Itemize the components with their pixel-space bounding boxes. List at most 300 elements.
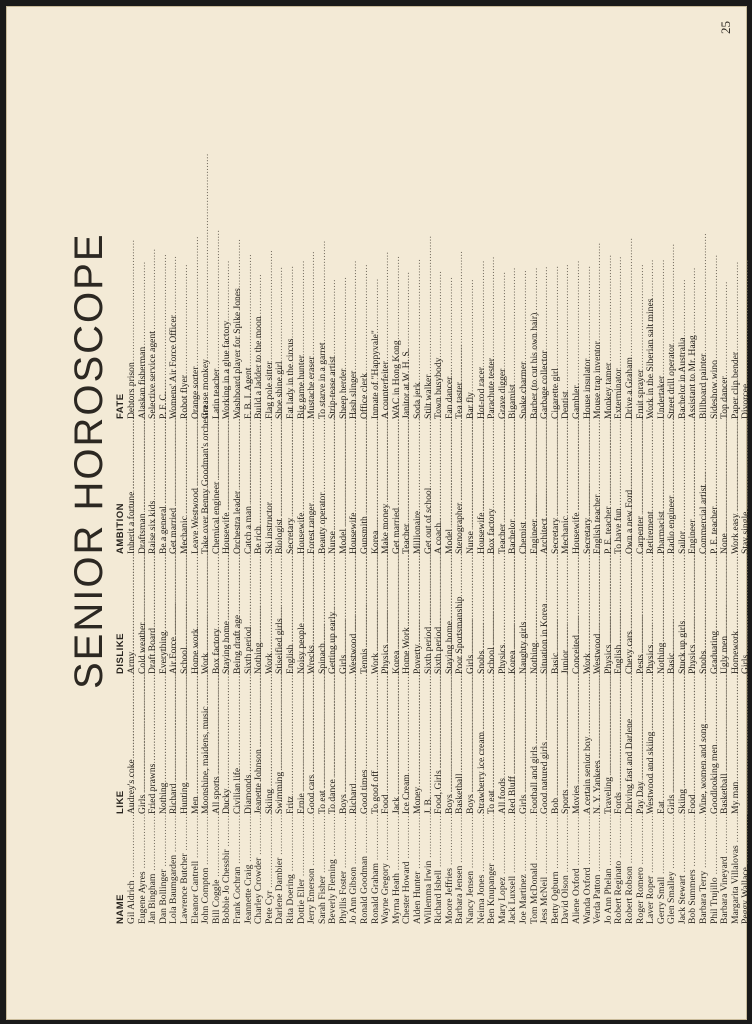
like-cell: Good natured girls ..... <box>540 676 551 814</box>
student-name: Chester Howard ..... <box>402 816 413 924</box>
dislike-cell: Everything ..... <box>159 556 170 674</box>
like-cell: Food ..... <box>688 676 699 814</box>
fate-cell: Sheep herder <box>337 368 349 419</box>
student-name: Rita Doering ..... <box>286 816 297 924</box>
like-cell: Ernie ..... <box>297 676 308 814</box>
like-cell: Moonshine, maidens, music ..... <box>201 676 212 814</box>
fate-cell: Janitor at W. H. S. <box>401 348 413 419</box>
student-name: Tom McDonald ..... <box>530 816 541 924</box>
dislike-cell: Home work ..... <box>191 556 202 674</box>
dislike-cell: Physics ..... <box>688 556 699 674</box>
like-cell: Eat ..... <box>657 676 668 814</box>
fate-cell: Sideshow wino <box>708 360 720 419</box>
dislike-cell: Westwood ..... <box>593 556 604 674</box>
fate-cell: Selective service agent <box>147 331 159 419</box>
student-name: Ronald Graham ..... <box>371 816 382 924</box>
student-name: Bob Summers ..... <box>688 816 699 924</box>
ambition-cell: Box factory ..... <box>487 421 498 554</box>
fate-cell: Bachelor in Australia <box>676 337 688 419</box>
fate-cell: Snake charmer <box>517 361 529 419</box>
dislike-cell: Getting up early ..... <box>328 556 339 674</box>
name-column <box>115 816 752 924</box>
dislike-cell: Sixth period ..... <box>424 556 435 674</box>
ambition-cell: Engineer ..... <box>530 421 541 554</box>
dislike-cell: Naughty girls ..... <box>519 556 530 674</box>
fate-cell: Parachute tester <box>486 358 498 419</box>
student-name: Moore Jeffries ..... <box>445 816 456 924</box>
like-cell: To eat ..... <box>318 676 329 814</box>
like-cell: Food, Girls ..... <box>434 676 445 814</box>
ambition-cell: Secretary ..... <box>583 421 594 554</box>
like-cell: Boys ..... <box>445 676 456 814</box>
dislike-cell: Physics ..... <box>498 556 509 674</box>
student-name: Barbara Terry ..... <box>699 816 710 924</box>
fate-column <box>115 229 752 419</box>
fate-cell: Bigamist <box>507 384 519 419</box>
ambition-cell: Mechanic ..... <box>180 421 191 554</box>
fate-cell: Fat lady in the circus <box>284 338 296 419</box>
fate-cell: To starve in a garret <box>316 342 328 419</box>
dislike-cell: Basic ..... <box>667 556 678 674</box>
like-cell: All sports ..... <box>212 676 223 814</box>
dislike-cell: English ..... <box>286 556 297 674</box>
fate-cell: Mouse trap inventor <box>592 341 604 419</box>
student-name: Ben Knupanger ..... <box>487 816 498 924</box>
student-name: Dottie Eller ..... <box>297 816 308 924</box>
like-cell: Skiing ..... <box>265 676 276 814</box>
fate-cell: Working in a glue factory <box>221 320 233 419</box>
like-cell: My man ..... <box>731 676 742 814</box>
student-name: David Olson ..... <box>561 816 572 924</box>
dislike-cell: Pests ..... <box>636 556 647 674</box>
like-cell: Ice Cream ..... <box>402 676 413 814</box>
fate-cell: Mustache eraser <box>306 356 318 419</box>
ambition-cell: A coach ..... <box>434 421 445 554</box>
ambition-cell: Engineer ..... <box>688 421 699 554</box>
dislike-cell: Conceited ..... <box>572 556 583 674</box>
student-name: Verda Patton ..... <box>593 816 604 924</box>
like-cell: Richard ..... <box>169 676 180 814</box>
dislike-cell: Noisy people ..... <box>297 556 308 674</box>
dislike-cell: Situation in Korea ..... <box>540 556 551 674</box>
dislike-cell: Snobs ..... <box>699 556 710 674</box>
dislike-cell: Nothing ..... <box>254 556 265 674</box>
dislike-cell: Homework ..... <box>731 556 742 674</box>
ambition-cell: Carpenter ..... <box>636 421 647 554</box>
fate-cell: Street drill operator <box>666 343 678 419</box>
fate-cell: Shoe shine girl <box>274 361 286 419</box>
fate-cell: Latin teacher <box>210 368 222 419</box>
dislike-cell: Girls ..... <box>339 556 350 674</box>
student-name: Ronald Goodman ..... <box>360 816 371 924</box>
dislike-cell: Physics ..... <box>646 556 657 674</box>
fate-cell: Garbage collector <box>539 350 551 419</box>
ambition-cell: Mechanic ..... <box>561 421 572 554</box>
ambition-cell: Architect ..... <box>540 421 551 554</box>
student-name: Bobbie Jo Chessbir ..... <box>222 816 233 924</box>
fate-cell: Divorcee <box>740 383 752 419</box>
like-cell: Girls ..... <box>519 676 530 814</box>
dislike-cell: Girls ..... <box>741 556 752 674</box>
student-name: Jo Ann Phelan ..... <box>604 816 615 924</box>
ambition-cell: Draftsman ..... <box>138 421 149 554</box>
ambition-cell: Model ..... <box>445 421 456 554</box>
student-name: Robert Robson ..... <box>625 816 636 924</box>
student-name: Myrna Heath ..... <box>392 816 403 924</box>
student-name: Glen Smalley ..... <box>667 816 678 924</box>
like-cell: Hunting ..... <box>180 676 191 814</box>
ambition-cell: Stenographer ..... <box>455 421 466 554</box>
like-cell: N. Y. Yankees ..... <box>593 676 604 814</box>
dislike-cell: Ugly men ..... <box>720 556 731 674</box>
ambition-cell: Nurse ..... <box>466 421 477 554</box>
like-cell: Ducky ..... <box>222 676 233 814</box>
dislike-cell: English ..... <box>614 556 625 674</box>
fate-cell: Exterminator <box>613 368 625 419</box>
fate-cell: Undertaker <box>655 375 667 419</box>
like-cell: Wine, women and song ..... <box>699 676 710 814</box>
like-cell: Diamonds ..... <box>244 676 255 814</box>
student-name: Jan Bingham ..... <box>148 816 159 924</box>
like-cell: Skiing ..... <box>678 676 689 814</box>
student-name: Darlene Dambier ..... <box>275 816 286 924</box>
ambition-cell: Catch a man ..... <box>244 421 255 554</box>
student-name: Bill Coggle ..... <box>212 816 223 924</box>
fate-cell: Town busybody <box>433 357 445 419</box>
student-name: Richard Isbell ..... <box>434 816 445 924</box>
dislike-cell: Sixth period ..... <box>434 556 445 674</box>
ambition-cell: Nurse ..... <box>328 421 339 554</box>
like-cell: Football and girls ..... <box>530 676 541 814</box>
ambition-cell: Be a general ..... <box>159 421 170 554</box>
student-name: Barbara Vineyard ..... <box>720 816 731 924</box>
dislike-cell: Home Work ..... <box>402 556 413 674</box>
student-name: Lawrence Butcher ..... <box>180 816 191 924</box>
student-name: Phyllis Foster ..... <box>339 816 350 924</box>
dislike-cell: School ..... <box>180 556 191 674</box>
ambition-cell: Korea ..... <box>371 421 382 554</box>
ambition-cell: Get out of school ..... <box>424 421 435 554</box>
dislike-header: DISLIKE <box>115 633 126 674</box>
ambition-cell: Housewife ..... <box>349 421 360 554</box>
page-title: SENIOR HOROSCOPE <box>67 232 111 689</box>
student-name: Betty Ogburn ..... <box>551 816 562 924</box>
fate-cell: Work in the Siberian salt mines <box>645 298 657 419</box>
dislike-cell: Poor Sportsmanship ..... <box>455 556 466 674</box>
fate-cell: Flag pole sitter <box>263 361 275 419</box>
dislike-cell: Poverty ..... <box>413 556 424 674</box>
dislike-cell: Work ..... <box>265 556 276 674</box>
like-cell: Sports ..... <box>561 676 572 814</box>
student-name: Phil Trujillo ..... <box>710 816 721 924</box>
dislike-cell: Graduating ..... <box>710 556 721 674</box>
like-column <box>115 676 752 814</box>
fate-cell: Grave digger <box>496 368 508 419</box>
like-cell: Money ..... <box>413 676 424 814</box>
fate-cell: Office clerk <box>359 373 371 419</box>
like-cell: All foods ..... <box>498 676 509 814</box>
dislike-cell: Physics ..... <box>381 556 392 674</box>
ambition-cell: Housewife ..... <box>572 421 583 554</box>
fate-cell: Robot flyer <box>178 375 190 419</box>
like-cell: Pay Day ..... <box>636 676 647 814</box>
ambition-cell: Raise six kids ..... <box>148 421 159 554</box>
fate-cell: F. B. I. Agent <box>242 367 254 419</box>
student-name: Margarita Villalovas ..... <box>731 816 742 924</box>
ambition-cell: English teacher ..... <box>593 421 604 554</box>
dislike-cell: Stuck up girls ..... <box>678 556 689 674</box>
fate-cell: Drive a Graham <box>623 357 635 419</box>
student-name: Roger Romero ..... <box>636 816 647 924</box>
dislike-cell: Westwood ..... <box>349 556 360 674</box>
ambition-cell: Commercial artist ..... <box>699 421 710 554</box>
ambition-cell: Biologist ..... <box>275 421 286 554</box>
like-cell: A certain senior boy ..... <box>583 676 594 814</box>
dislike-cell: Korea ..... <box>392 556 403 674</box>
like-cell: To dance ..... <box>328 676 339 814</box>
student-name: Eugene Ayres ..... <box>138 816 149 924</box>
student-name: Sarah Fisher ..... <box>318 816 329 924</box>
dislike-cell: Junior ..... <box>561 556 572 674</box>
student-name: Peggy Wallace ..... <box>741 816 752 924</box>
ambition-cell: P. E. teacher ..... <box>710 421 721 554</box>
like-cell: Boys ..... <box>339 676 350 814</box>
student-name: Gerry Small ..... <box>657 816 668 924</box>
dislike-cell: Stiseified girls ..... <box>275 556 286 674</box>
like-cell: Good cars ..... <box>307 676 318 814</box>
ambition-cell: Ski instructor ..... <box>265 421 276 554</box>
dislike-cell: Nothing ..... <box>657 556 668 674</box>
like-cell: Nothing ..... <box>159 676 170 814</box>
like-cell: Movies ..... <box>572 676 583 814</box>
ambition-cell: Be rich ..... <box>254 421 265 554</box>
yearbook-page <box>6 6 752 1020</box>
student-name: Jerry Emerson ..... <box>307 816 318 924</box>
dislike-cell: Tennis ..... <box>360 556 371 674</box>
fate-cell: Strip-tease artist <box>327 356 339 419</box>
ambition-cell: Pharmacist ..... <box>657 421 668 554</box>
student-name: Aliene Oxford ..... <box>572 816 583 924</box>
dislike-cell: Work ..... <box>201 556 212 674</box>
ambition-cell: Model ..... <box>339 421 350 554</box>
ambition-cell: Bachelor ..... <box>508 421 519 554</box>
student-name: Alden Hunter ..... <box>413 816 424 924</box>
student-name: Frank Cochran ..... <box>233 816 244 924</box>
student-name: Jess McNeil ..... <box>540 816 551 924</box>
student-name: Jo Ann Gibson ..... <box>349 816 360 924</box>
ambition-cell: Inherit a fortune ..... <box>127 421 138 554</box>
student-name: Jack Luxsell ..... <box>508 816 519 924</box>
ambition-cell: P. E. teacher ..... <box>604 421 615 554</box>
fate-cell: Inmate of "Happyvale" <box>369 330 381 419</box>
fate-cell: Gambler <box>570 385 582 419</box>
ambition-cell: Get married ..... <box>392 421 403 554</box>
fate-cell: Alaskan fisherman <box>136 346 148 419</box>
fate-cell: Monkey tamer <box>602 362 614 419</box>
dislike-cell: Korea ..... <box>508 556 519 674</box>
dislike-cell: Basic ..... <box>551 556 562 674</box>
dislike-cell: Staying home ..... <box>445 556 456 674</box>
fate-cell: Hot-rod racer <box>475 367 487 419</box>
like-cell: Basketball ..... <box>455 676 466 814</box>
like-cell: To eat ..... <box>487 676 498 814</box>
ambition-cell: Millionaire ..... <box>413 421 424 554</box>
student-name: Gil Aldrich ..... <box>127 816 138 924</box>
like-cell: To goof off ..... <box>371 676 382 814</box>
ambition-cell: Leave Westwood ..... <box>191 421 202 554</box>
student-name: Laver Roper ..... <box>646 816 657 924</box>
fate-cell: Barber (to cut his own hair) <box>528 312 540 419</box>
student-name: Nancy Jensen ..... <box>466 816 477 924</box>
like-cell: Fritz ..... <box>286 676 297 814</box>
like-cell: Girls ..... <box>667 676 678 814</box>
fate-cell: Assistant to Mr. Haag <box>687 335 699 419</box>
like-cell: Goodlooking men ..... <box>710 676 721 814</box>
ambition-cell: Housewife ..... <box>477 421 488 554</box>
dislike-cell: School ..... <box>487 556 498 674</box>
ambition-cell: Retirement ..... <box>646 421 657 554</box>
student-name: Mary Lopez ..... <box>498 816 509 924</box>
ambition-cell: None ..... <box>720 421 731 554</box>
student-name: Wayne Gregory ..... <box>381 816 392 924</box>
dislike-cell: Physics ..... <box>604 556 615 674</box>
ambition-cell: Housewife ..... <box>297 421 308 554</box>
like-cell: Richard ..... <box>349 676 360 814</box>
ambition-cell: Chemical engineer ..... <box>212 421 223 554</box>
like-cell: Boys ..... <box>466 676 477 814</box>
fate-cell: Top dancer <box>719 376 731 419</box>
fate-cell: Bar fly <box>465 392 476 419</box>
ambition-cell: Radio engineer ..... <box>667 421 678 554</box>
fate-cell: Tea taster <box>454 382 466 419</box>
fate-cell: Hash slinger <box>348 370 360 419</box>
fate-cell: Stilt walker <box>422 374 434 419</box>
ambition-cell: Take over Benny Goodman's orchestra ..... <box>201 421 212 554</box>
fate-cell: Fruit sprayer <box>634 369 646 419</box>
ambition-cell: Secretary ..... <box>286 421 297 554</box>
fate-cell: Grease monkey <box>200 359 212 419</box>
like-header: LIKE <box>115 790 126 814</box>
student-name: Willemma Irwin ..... <box>424 816 435 924</box>
like-cell: Basketball ..... <box>720 676 731 814</box>
student-name: Charley Crowder ..... <box>254 816 265 924</box>
fate-cell: Soda jerk <box>412 382 424 419</box>
ambition-cell: Teacher ..... <box>402 421 413 554</box>
like-cell: Civilian life ..... <box>233 676 244 814</box>
like-cell: Westwood and skiing ..... <box>646 676 657 814</box>
fate-cell: Debtors prison <box>126 362 137 419</box>
student-name: Jack Stewart ..... <box>678 816 689 924</box>
ambition-cell: Gunsmith ..... <box>360 421 371 554</box>
ambition-header: AMBITION <box>115 503 126 554</box>
name-header: NAME <box>115 894 126 924</box>
fate-cell: Dentist <box>560 391 572 419</box>
like-cell: Bob ..... <box>551 676 562 814</box>
ambition-cell: Beauty operator ..... <box>318 421 329 554</box>
fate-cell: Womens' Air Force Officer <box>168 315 180 419</box>
ambition-cell: Stay single ..... <box>741 421 752 554</box>
like-cell: Traveling ..... <box>604 676 615 814</box>
page-number: 25 <box>718 21 733 34</box>
dislike-cell: Draft Board ..... <box>148 556 159 674</box>
student-name: Neima Jones ..... <box>477 816 488 924</box>
fate-cell: Cigarette girl <box>549 368 561 419</box>
dislike-cell: Sixth period ..... <box>244 556 255 674</box>
like-cell: Men ..... <box>191 676 202 814</box>
dislike-cell: Work ..... <box>371 556 382 674</box>
dislike-cell: Nothing ..... <box>530 556 541 674</box>
dislike-cell: Army ..... <box>127 556 138 674</box>
fate-cell: P. F. C. <box>157 391 169 419</box>
student-name: Dan Bollinger ..... <box>159 816 170 924</box>
fate-header: FATE <box>115 393 126 419</box>
fate-cell: Big game hunter <box>295 355 307 419</box>
ambition-cell: Housewife ..... <box>222 421 233 554</box>
fate-cell: Build a ladder to the moon <box>253 316 265 419</box>
ambition-cell: Orchestra leader ..... <box>233 421 244 554</box>
dislike-cell: Cold weather ..... <box>138 556 149 674</box>
student-name: Pete Cyr ..... <box>265 816 276 924</box>
ambition-cell: Own a new Ford ..... <box>625 421 636 554</box>
dislike-cell: Spinach ..... <box>318 556 329 674</box>
fate-cell: Orange sorter <box>189 366 201 419</box>
ambition-cell: Make money ..... <box>381 421 392 554</box>
dislike-cell: Wrecks ..... <box>307 556 318 674</box>
ambition-cell: To have fun ..... <box>614 421 625 554</box>
like-cell: Strawberry ice cream ..... <box>477 676 488 814</box>
like-cell: Jeanette Johnson ..... <box>254 676 265 814</box>
student-name: Wanda Oxford ..... <box>583 816 594 924</box>
fate-cell: A counterfeiter <box>380 361 392 419</box>
like-cell: Fords ..... <box>614 676 625 814</box>
ambition-cell: Chemist ..... <box>519 421 530 554</box>
ambition-cell: Forest ranger ..... <box>307 421 318 554</box>
dislike-cell: Girls ..... <box>466 556 477 674</box>
like-cell: Girls ..... <box>138 676 149 814</box>
ambition-cell: Secretary ..... <box>551 421 562 554</box>
fate-cell: WAC in Hong Kong <box>390 340 402 419</box>
like-cell: Food ..... <box>381 676 392 814</box>
student-name: Lola Baumgarden ..... <box>169 816 180 924</box>
dislike-cell: Staying home ..... <box>222 556 233 674</box>
student-name: Beverly Fleming ..... <box>328 816 339 924</box>
student-name: Joe Martinez ..... <box>519 816 530 924</box>
student-name: Jeannette Craig ..... <box>244 816 255 924</box>
student-name: Barbara Jensen ..... <box>455 816 466 924</box>
dislike-cell: Work ..... <box>583 556 594 674</box>
student-name: John Compton ..... <box>201 816 212 924</box>
like-cell: Red Bluff ..... <box>508 676 519 814</box>
like-cell: Audrey's coke ..... <box>127 676 138 814</box>
dislike-column <box>115 556 752 674</box>
ambition-cell: Work easy ..... <box>731 421 742 554</box>
like-cell: Driving fast and Darlene ..... <box>625 676 636 814</box>
student-name: Eleanor Cantrell ..... <box>191 816 202 924</box>
like-cell: Good times ..... <box>360 676 371 814</box>
fate-cell: House insulator <box>581 358 593 419</box>
dislike-cell: Air Force ..... <box>169 556 180 674</box>
like-cell: Jack ..... <box>392 676 403 814</box>
rotated-content <box>7 7 752 1019</box>
dislike-cell: Snobs ..... <box>477 556 488 674</box>
fate-cell: Fan dancer <box>443 376 455 419</box>
ambition-cell: Get married ..... <box>169 421 180 554</box>
like-cell: Swimming ..... <box>275 676 286 814</box>
fate-cell: Paper clip bender <box>729 351 741 419</box>
fate-cell: Washboard player for Spike Jones <box>231 288 243 419</box>
dislike-cell: Box factory ..... <box>212 556 223 674</box>
dislike-cell: Being draft age ..... <box>233 556 244 674</box>
